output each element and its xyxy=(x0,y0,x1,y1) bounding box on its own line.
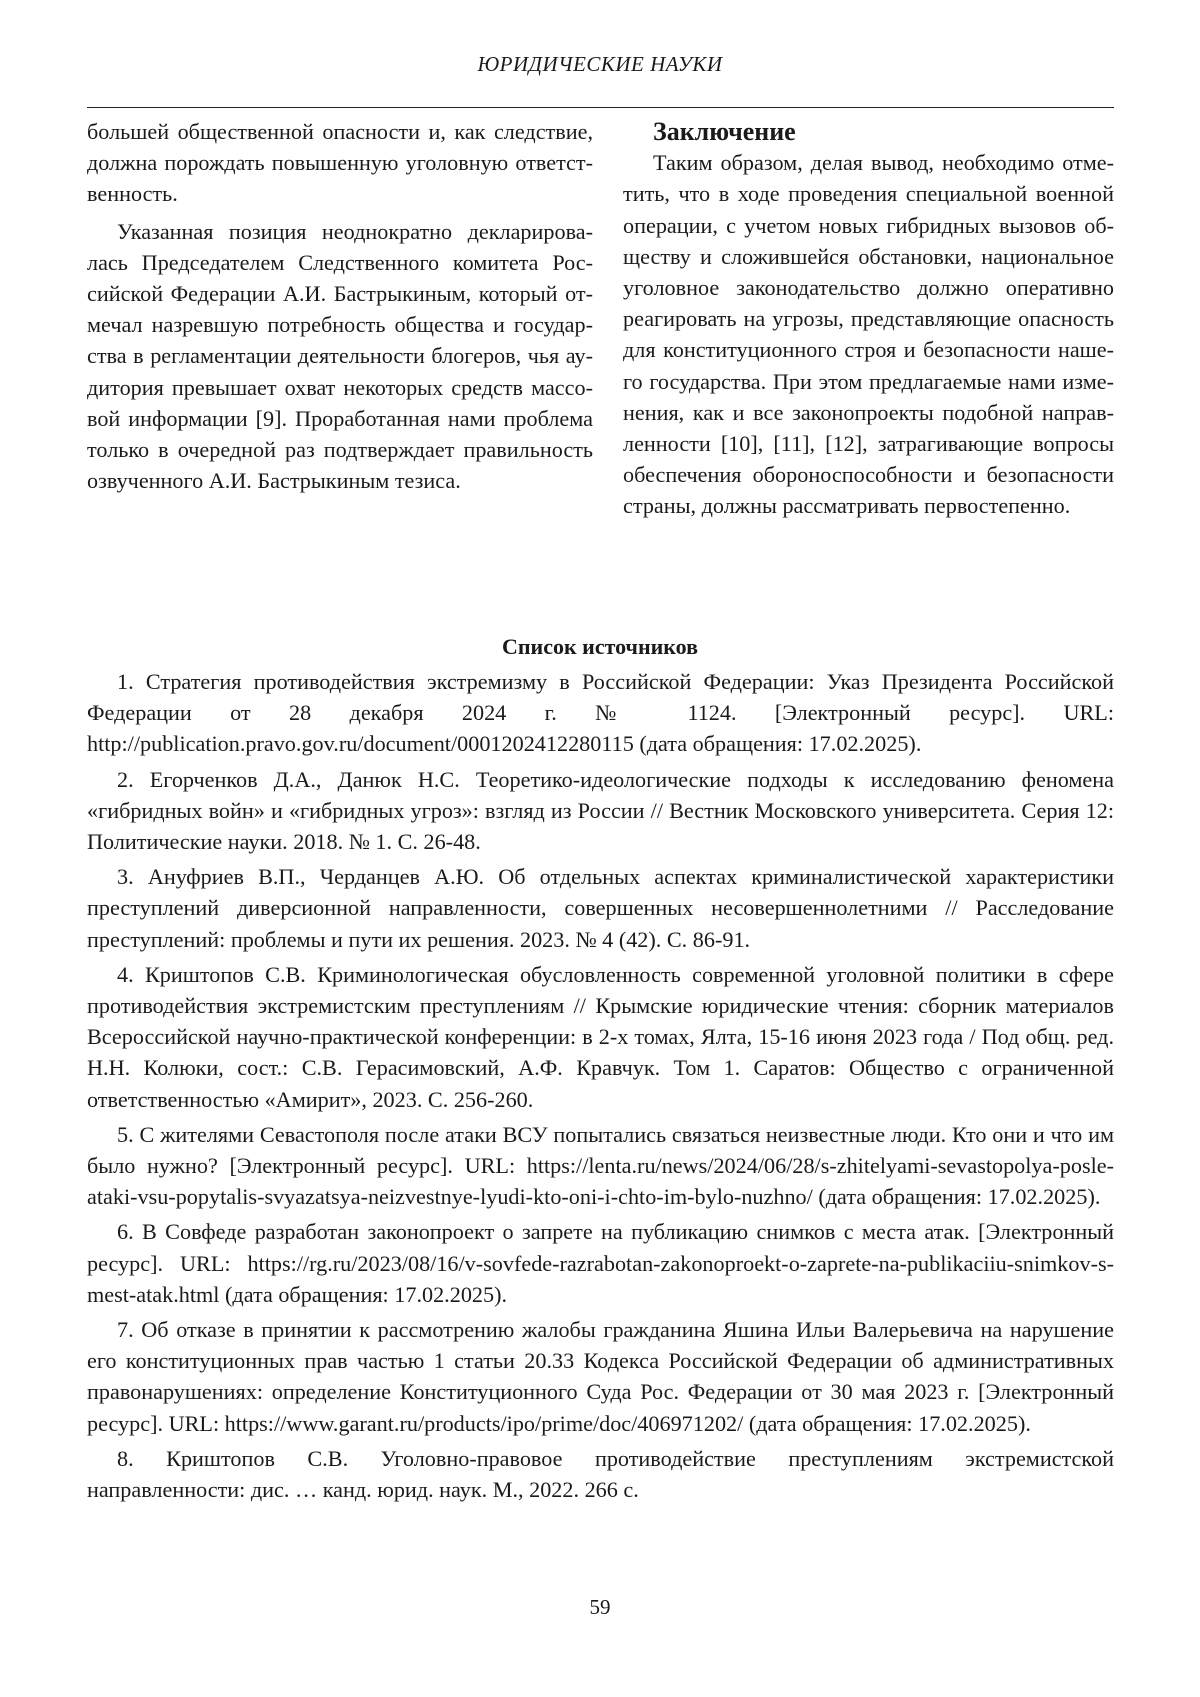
reference-number: 6. xyxy=(117,1219,134,1245)
reference-text: С жителями Севастополя после атаки ВСУ попытались связаться неизвестные люди. Кто они и что им было нужно? [Электронный ресурс]. URL: https://lenta.ru/news/2024/06/28/s-zhitelyami-sevastopolya-posle-ataki-vsu-popytalis-svyazatsya-neizvestnye-lyudi-kto-oni-i-chto-im-bylo-nuzhno/ (дата обращения: 17.02.2025). xyxy=(87,1121,1115,1210)
reference-number: 3. xyxy=(117,864,134,890)
reference-text: Стратегия противодействия экстремизму в Российской Федерации: Указ Президента Российской Федерации от 28 декабря 2024 г. № 1124. [Электронный ресурс]. URL: http://publication.pravo.gov.ru/document/0001202412280115 (дата обращения: 17.02.2025). xyxy=(87,669,1114,757)
reference-item xyxy=(87,764,1114,858)
header-rule xyxy=(87,107,1114,108)
reference-item xyxy=(87,666,1114,760)
left-paragraph-1: большей общественной опасности и, как следствие, должна порождать повышенную уголовную ответственность. xyxy=(87,119,593,207)
reference-text: В Совфеде разработан законопроект о запрете на публикацию снимков с места атак. [Электронный ресурс]. URL: https://rg.ru/2023/08/16/v-sovfede-razrabotan-zakonoproekt-o-zaprete-na-publikaciiu-snimkov-s-mest-atak.html (дата обращения: 17.02.2025). xyxy=(87,1219,1114,1307)
reference-text: Ануфриев В.П., Черданцев А.Ю. Об отдельных аспектах криминалистической характеристики преступлений диверсионной направленности, совершенных несовершеннолетними // Расследование преступлений: проблемы и пути их решения. 2023. № 4 (42). С. 86-91. xyxy=(87,864,1115,952)
reference-number: 8. xyxy=(117,1445,134,1471)
right-column xyxy=(623,116,1114,522)
reference-item xyxy=(87,959,1114,1115)
reference-text: Криштопов С.В. Криминологическая обусловленность современной уголовной политики в сфере противодействия экстремистским преступлениям // Крымские юридические чтения: сборник материалов Всероссийской научно-практической конференции: в 2-х томах, Ялта, 15-16 июня 2023 года / Под общ. ред. Н.Н. Колюки, сост.: С.В. Герасимовский, А.Ф. Кравчук. Том 1. Саратов: Общество с ограниченной ответственностью «Амирит», 2023. С. 256-260. xyxy=(87,961,1115,1112)
reference-item xyxy=(87,1443,1114,1505)
reference-text: Егорченков Д.А., Данюк Н.С. Теоретико-идеологические подходы к исследованию феномена «гибридных войн» и «гибридных угроз»: взгляд из России // Вестник Московского университета. Серия 12: Политические науки. 2018. № 1. С. 26-48. xyxy=(87,766,1114,855)
reference-number: 7. xyxy=(117,1317,134,1343)
left-column xyxy=(87,116,593,496)
running-header: ЮРИДИЧЕСКИЕ НАУКИ xyxy=(477,52,723,76)
reference-item xyxy=(87,861,1114,955)
reference-number: 5. xyxy=(117,1121,134,1147)
reference-number: 4. xyxy=(117,961,134,987)
reference-item xyxy=(87,1119,1114,1213)
reference-text: Об отказе в принятии к рассмотрению жалобы гражданина Яшина Ильи Валерьевича на нарушение его конституционных прав частью 1 статьи 20.33 Кодекса Российской Федерации об административных правонарушениях: определение Конституционного Суда Рос. Федерации от 30 мая 2023 г. [Электронный ресурс]. URL: https://www.garant.ru/products/ipo/prime/doc/406971202/ (дата обращения: 17.02.2025). xyxy=(87,1317,1115,1436)
conclusion-paragraph: Таким образом, делая вывод, необходимо отметить, что в ходе проведения специальной военной операции, с учетом новых гибридных вызовов обществу и сложившейся обстановки, национальное уголовное законодательство должно оперативно реагировать на угрозы, представляющие опасность для конституционного строя и безопасности нашего государства. При этом предлагаемые нами изменения, как и все законопроекты подобной направленности [10], [11], [12], затрагивающие вопросы обеспечения обороноспособности и безопасности страны, должны рассматривать первостепенно. xyxy=(623,150,1114,519)
reference-item xyxy=(87,1216,1114,1310)
page-number: 59 xyxy=(589,1595,611,1619)
references-heading: Список источников xyxy=(501,634,699,659)
reference-number: 1. xyxy=(117,669,134,694)
reference-item xyxy=(87,1314,1114,1439)
reference-text: Криштопов С.В. Уголовно-правовое противодействие преступлениям экстремистской направленности: дис. … канд. юрид. наук. М., 2022. 266 с. xyxy=(87,1445,1115,1503)
conclusion-heading: Заключение xyxy=(653,117,796,146)
reference-number: 2. xyxy=(117,766,134,792)
references-list xyxy=(87,666,1114,1509)
left-paragraph-2: Указанная позиция неоднократно декларировалась Председателем Следственного комитета Российской Федерации А.И. Бастрыкиным, который отмечал назревшую потребность общества и государства в регламентации деятельности блогеров, чья аудитория превышает охват некоторых средств массовой информации [9]. Проработанная нами проблема только в очередной раз подтверждает правильность озвученного А.И. Бастрыкиным тезиса. xyxy=(87,218,593,494)
